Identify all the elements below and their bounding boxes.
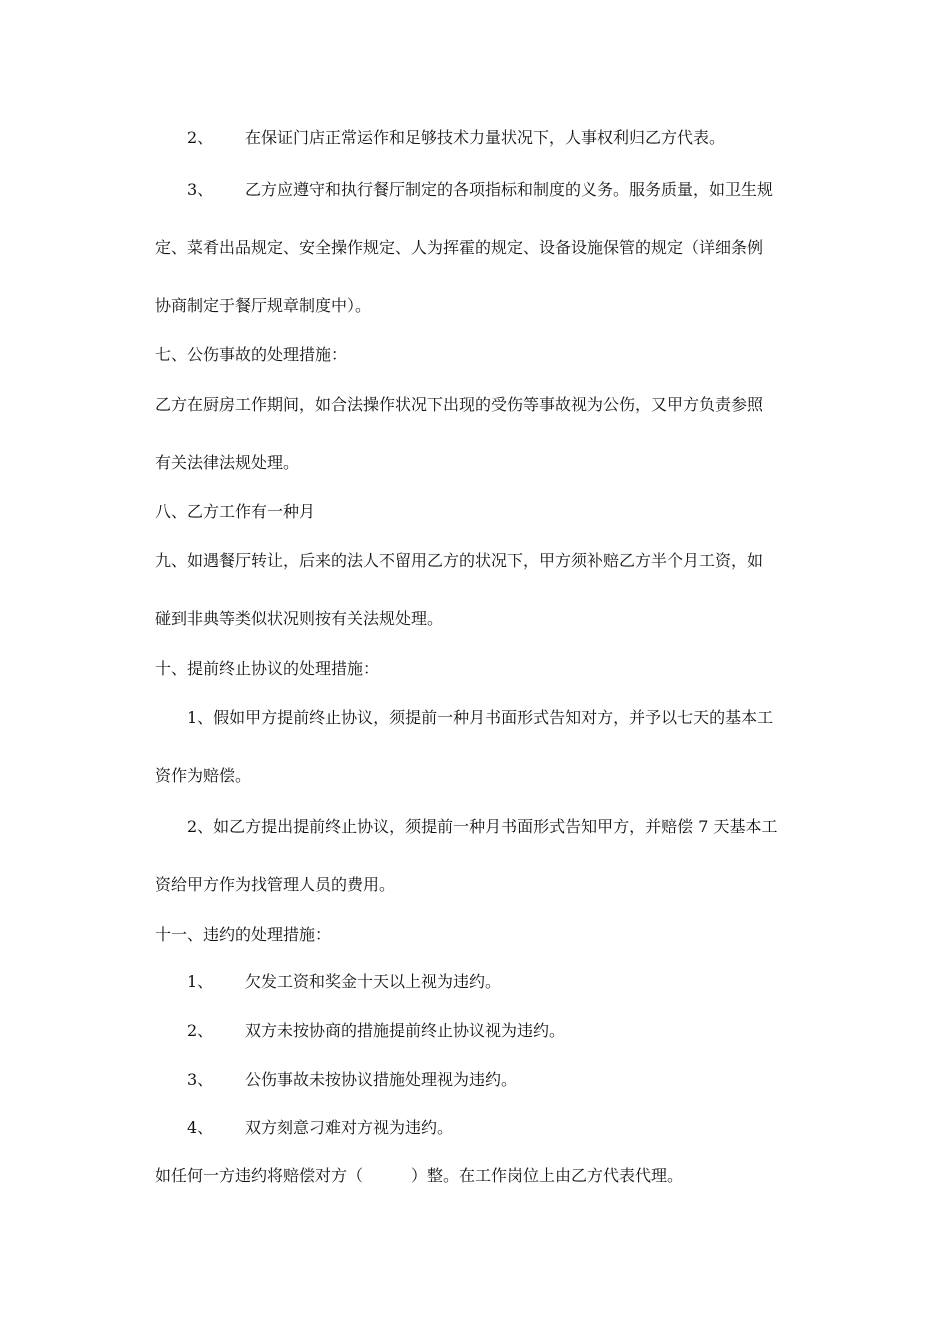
item-number: 3、 (187, 180, 214, 199)
paragraph-line: 乙方在厨房工作期间，如合法操作状况下出现的受伤等事故视为公伤，又甲方负责参照 (155, 395, 764, 414)
paragraph-line: 2、如乙方提出提前终止协议，须提前一种月书面形式告知甲方，并赔偿 7 天基本工 (187, 817, 778, 836)
item-number: 3、 (187, 1070, 214, 1089)
paragraph-line: 九、如遇餐厅转让，后来的法人不留用乙方的状况下，甲方须补赔乙方半个月工资，如 (155, 551, 764, 570)
section-heading: 十一、违约的处理措施： (155, 925, 332, 944)
item-text: 公伤事故未按协议措施处理视为违约。 (245, 1070, 518, 1089)
item-number: 1、 (187, 972, 214, 991)
section-heading: 七、公伤事故的处理措施： (155, 345, 348, 364)
paragraph-line: 资作为赔偿。 (155, 766, 252, 785)
paragraph-line: 定、菜肴出品规定、安全操作规定、人为挥霍的规定、设备设施保管的规定（详细条例 (155, 238, 764, 257)
item-number: 2、 (187, 1021, 214, 1040)
item-text: 欠发工资和奖金十天以上视为违约。 (245, 972, 502, 991)
paragraph-line: 协商制定于餐厅规章制度中）。 (155, 296, 372, 315)
paragraph-line: 有关法律法规处理。 (155, 453, 300, 472)
item-number: 4、 (187, 1118, 214, 1137)
closing-paragraph: 如任何一方违约将赔偿对方（ ）整。在工作岗位上由乙方代表代理。 (155, 1166, 684, 1185)
section-heading: 八、乙方工作有一种月 (155, 502, 316, 521)
item-text: 双方未按协商的措施提前终止协议视为违约。 (245, 1021, 566, 1040)
paragraph-line: 碰到非典等类似状况则按有关法规处理。 (155, 609, 444, 628)
item-number: 2、 (187, 128, 214, 147)
paragraph-line: 资给甲方作为找管理人员的费用。 (155, 875, 396, 894)
item-text: 双方刻意刁难对方视为违约。 (245, 1118, 454, 1137)
item-text: 乙方应遵守和执行餐厅制定的各项指标和制度的义务。服务质量，如卫生规 (245, 180, 774, 199)
section-heading: 十、提前终止协议的处理措施： (155, 659, 380, 678)
item-text: 在保证门店正常运作和足够技术力量状况下，人事权利归乙方代表。 (245, 128, 726, 147)
paragraph-line: 1、假如甲方提前终止协议，须提前一种月书面形式告知对方，并予以七天的基本工 (187, 708, 774, 727)
